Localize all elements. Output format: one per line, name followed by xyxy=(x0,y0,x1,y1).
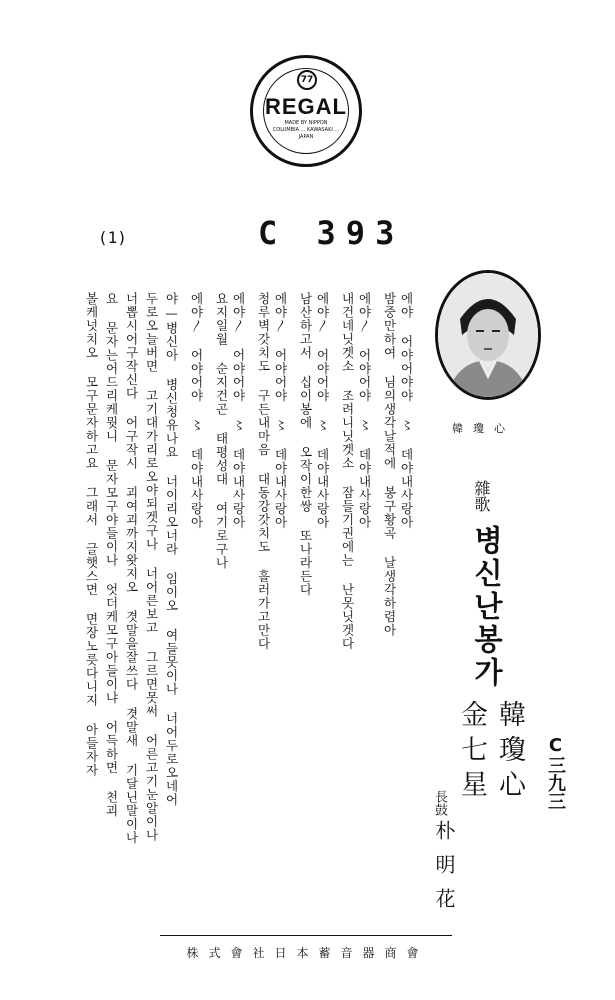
lyric-line: 밤중만하여 님의생각날적에 봉구황곡 날생각하렴아 xyxy=(382,292,397,637)
song-title: 병신난봉가 xyxy=(470,525,504,690)
lyric-line: 청루벽갓치도 구든내마음 대동강갓치도 흘러가고만다 xyxy=(256,292,271,651)
lyric-line: 에야〳 어야어야 〻 데야내사랑아 xyxy=(315,292,330,529)
song-genre: 雜歌 xyxy=(472,480,491,512)
regal-logo xyxy=(250,55,362,167)
co-singer-name: 金七星 xyxy=(456,700,487,805)
accompaniment-label: 長鼓 xyxy=(432,790,447,816)
lyric-line: 요지일월 순지건곤 태평성대 여기로구나 xyxy=(214,292,229,570)
lyric-line: 너뽑시어구작신다 어구작시 괴여괴까지왓지오 겻말을잘쓰다 겻말새 기달닌말이나 xyxy=(124,292,139,845)
lyric-line: 볼케넛치오 모구문자하고요 그래서 글햇스면 면장노릇다니지 아들자자 xyxy=(84,292,99,777)
lyric-line: 야—병신아 병신청유나요 너이리오너라 임이오 여들못이나 너어두로오네어 xyxy=(164,292,179,807)
lyric-line: 내건네닛겟소 조려니닛겟소 잠들기권에는 난못닛겟다 xyxy=(340,292,355,651)
catalog-number: C 393 xyxy=(258,214,405,252)
side-number: (1) xyxy=(98,228,127,247)
portrait-caption: 韓瓊心 xyxy=(452,422,515,435)
lyric-line: 에야〳 어야어야 〻 데야내사랑아 xyxy=(189,292,204,529)
logo-subtext: MADE BY NIPPON COLUMBIA ... KAWASAKI ... JAPAN xyxy=(272,120,340,140)
lyric-line: 에야 어야어야야 〻 데야내사랑아 xyxy=(399,292,414,529)
footer-company: 株式會社日本蓄音器商會 xyxy=(186,946,429,960)
footer-divider xyxy=(160,935,452,936)
logo-brand: REGAL xyxy=(265,94,347,119)
logo-emblem-icon: 77 xyxy=(297,70,317,90)
singer-portrait xyxy=(435,270,541,400)
lyric-line: 요 문자는어드리케뭣니 문자모구야들이나 엇더케모구아들이냐 어득하면 천괴 xyxy=(104,292,119,818)
lyric-line: 에야〳 어야어야 〻 데야내사랑아 xyxy=(357,292,372,529)
catalog-number-vertical: C三九三 xyxy=(545,735,566,810)
lyric-line: 에야〳 어야어야 〻 데야내사랑아 xyxy=(273,292,288,529)
accompanist-name: 朴明花 xyxy=(432,820,456,922)
lyric-line: 에야〳 어야어야 〻 데야내사랑아 xyxy=(231,292,246,529)
portrait-illustration xyxy=(438,273,538,397)
lyric-line: 두로오늘버면 고기대가리로오야되겟구나 너어른보고 그르면못써 어른고기눈알이나 xyxy=(144,292,159,842)
lyric-line: 남산하고서 십이봉에 오작이한쌍 또나라든다 xyxy=(298,292,313,597)
singer-name: 韓瓊心 xyxy=(494,700,525,805)
